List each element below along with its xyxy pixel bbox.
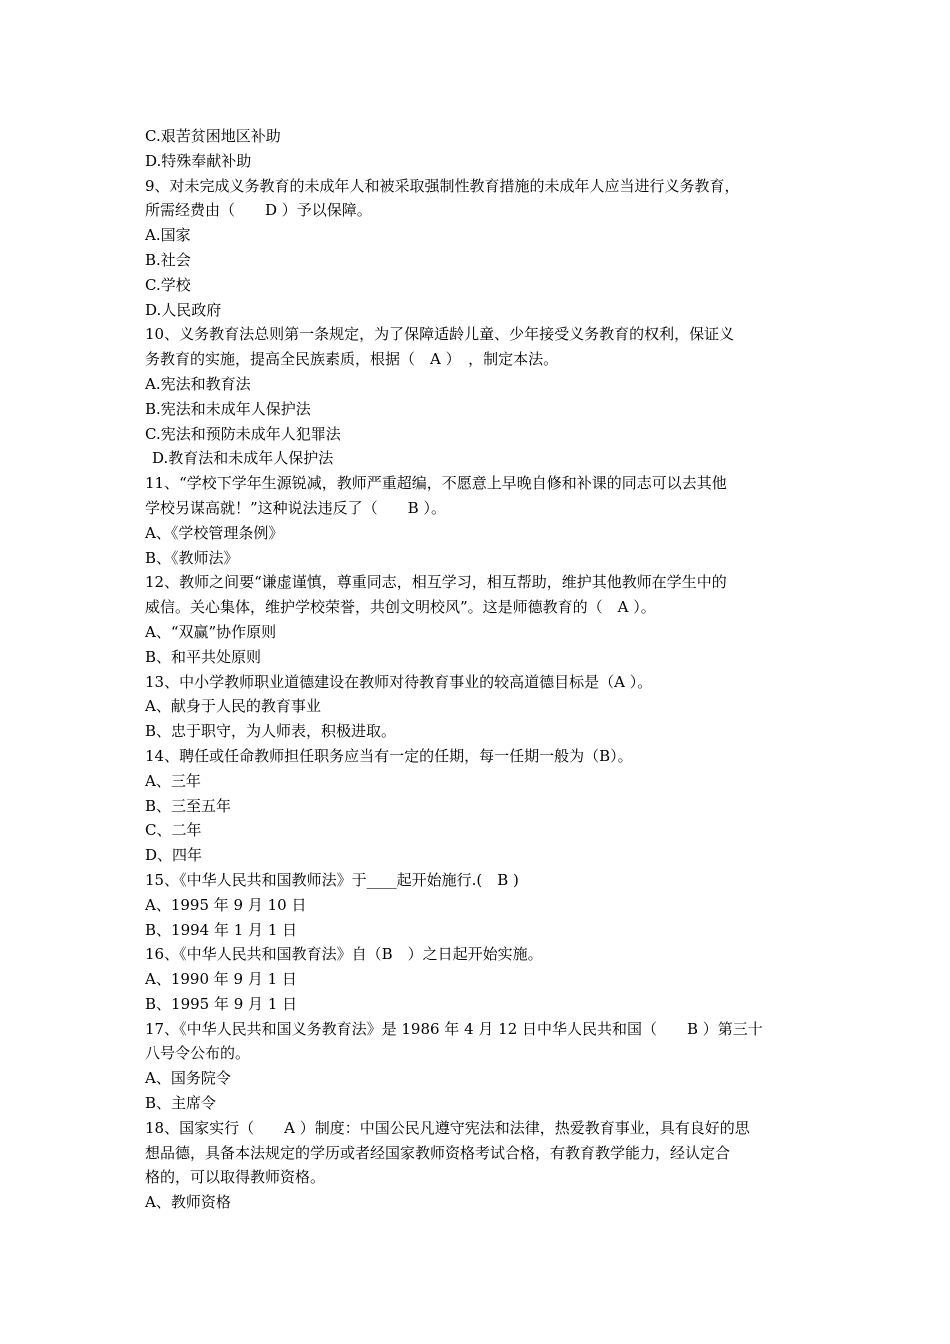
option-line: B、1994 年 1 月 1 日 [145,920,298,939]
option-line: B、忠于职守，为人师表，积极进取。 [145,722,397,741]
question-12-line-2: 威信。关心集体，维护学校荣誉，共创文明校风”。这是师德教育的（ A ）。 [145,598,656,617]
option-line: A.国家 [145,226,191,245]
document-body [145,124,810,1215]
option-line: D.教育法和未成年人保护法 [152,449,334,468]
option-line: B、和平共处原则 [145,647,262,666]
option-line: B.社会 [145,250,191,269]
option-line: B、1995 年 9 月 1 日 [145,994,298,1013]
question-17-line-1: 17、《中华人民共和国义务教育法》是 1986 年 4 月 12 日中华人民共和国（ B ）第三十 [145,1019,763,1038]
question-9-line-2: 所需经费由（ D ）予以保障。 [145,201,372,220]
question-12-line-1: 12、教师之间要“谦虚谨慎，尊重同志，相互学习，相互帮助，维护其他教师在学生中的 [145,573,727,592]
option-line: D.人民政府 [145,300,222,319]
option-line: B、《教师法》 [145,548,239,567]
question-15: 15、《中华人民共和国教师法》于____起开始施行.( B ) [145,870,519,889]
option-line: A、国务院令 [145,1069,231,1088]
option-line: A、献身于人民的教育事业 [145,697,321,716]
question-16: 16、《中华人民共和国教育法》自（B ）之日起开始实施。 [145,945,543,964]
option-line: A、1990 年 9 月 1 日 [145,970,297,989]
option-line: B.宪法和未成年人保护法 [145,399,311,418]
option-line: A、《学校管理条例》 [145,523,284,542]
option-line: C.学校 [145,275,191,294]
option-line: D.特殊奉献补助 [145,151,252,170]
option-line: A、教师资格 [145,1193,231,1212]
question-13: 13、中小学教师职业道德建设在教师对待教育事业的较高道德目标是（A ）。 [145,672,653,691]
option-line: D、四年 [145,846,203,865]
question-9-line-1: 9、对未完成义务教育的未成年人和被采取强制性教育措施的未成年人应当进行义务教育， [145,176,740,195]
option-line: A、“双赢”协作原则 [145,622,277,641]
question-14: 14、聘任或任命教师担任职务应当有一定的任期，每一任期一般为（B）。 [145,746,633,765]
question-11-line-2: 学校另谋高就！”这种说法违反了（ B ）。 [145,498,446,517]
question-17-line-2: 八号令公布的。 [145,1044,251,1063]
option-line: A、1995 年 9 月 10 日 [145,895,307,914]
option-line: A、三年 [145,771,201,790]
option-line: A.宪法和教育法 [145,374,251,393]
question-18-line-3: 格的，可以取得教师资格。 [145,1168,326,1187]
option-line: B、主席令 [145,1094,217,1113]
question-18-line-2: 想品德，具备本法规定的学历或者经国家教师资格考试合格，有教育教学能力，经认定合 [145,1143,731,1162]
question-11-line-1: 11、“学校下学年生源锐减，教师严重超编，不愿意上早晚自修和补课的同志可以去其他 [145,474,727,493]
question-18-line-1: 18、国家实行（ A ）制度：中国公民凡遵守宪法和法律，热爱教育事业，具有良好的思 [145,1118,750,1137]
option-line: C.宪法和预防未成年人犯罪法 [145,424,341,443]
question-10-line-2: 务教育的实施，提高全民族素质，根据（ A ） ，制定本法。 [145,350,559,369]
option-line: B、三至五年 [145,796,232,815]
option-line: C.艰苦贫困地区补助 [145,127,281,145]
question-10-line-1: 10、义务教育法总则第一条规定，为了保障适龄儿童、少年接受义务教育的权利，保证义 [145,325,735,344]
option-line: C、二年 [145,821,202,840]
